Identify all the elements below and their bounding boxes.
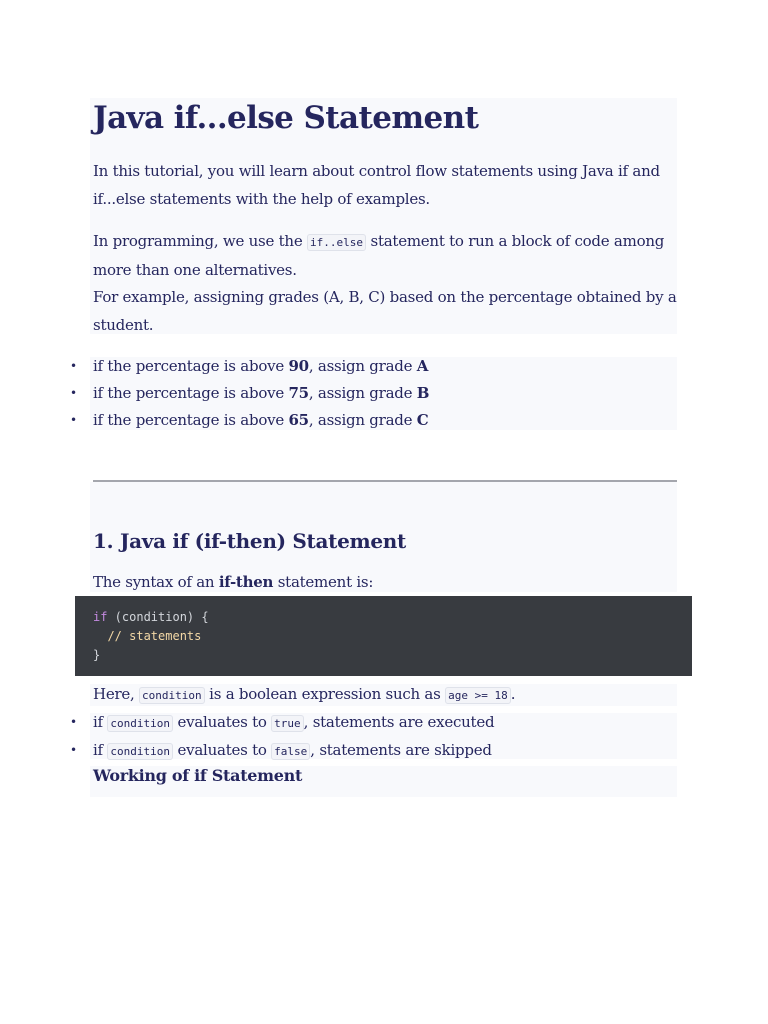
condition-text: evaluates to bbox=[172, 713, 272, 731]
grade-item-b bbox=[70, 380, 677, 407]
false-code: false bbox=[271, 743, 310, 760]
grade-letter: C bbox=[416, 411, 429, 429]
section-divider bbox=[93, 480, 677, 482]
if-else-code: if..else bbox=[307, 234, 366, 251]
condition-item-true bbox=[70, 709, 677, 737]
conditions-block bbox=[70, 709, 677, 765]
syntax-intro-block bbox=[93, 569, 677, 597]
condition-item-false bbox=[70, 737, 677, 765]
here-paragraph bbox=[93, 681, 677, 710]
section1-heading-block bbox=[93, 527, 677, 555]
code-line-3: } bbox=[93, 648, 101, 662]
grade-text: if the percentage is above bbox=[93, 384, 289, 402]
example-paragraph: For example, assigning grades (A, B, C) based on the percentage obtained by a student. bbox=[93, 288, 677, 334]
condition-list bbox=[70, 709, 677, 765]
condition-text: , statements are executed bbox=[303, 713, 495, 731]
grade-text: if the percentage is above bbox=[93, 357, 289, 375]
working-heading: Working of if Statement bbox=[93, 766, 303, 785]
true-code: true bbox=[271, 715, 304, 732]
section1-heading: 1. Java if (if-then) Statement bbox=[93, 529, 406, 553]
grade-letter: B bbox=[416, 384, 430, 402]
condition-text: if bbox=[93, 713, 108, 731]
here-text: is a boolean expression such as bbox=[204, 685, 446, 703]
code-line-1 bbox=[93, 608, 692, 627]
working-heading-block bbox=[93, 764, 677, 788]
condition-text: evaluates to bbox=[172, 741, 272, 759]
here-block bbox=[93, 681, 677, 710]
syntax-text: The syntax of an bbox=[93, 573, 219, 591]
bullet-icon: • bbox=[70, 413, 77, 427]
condition-code: condition bbox=[139, 687, 205, 704]
grade-text: if the percentage is above bbox=[93, 411, 289, 429]
grade-item-c bbox=[70, 407, 677, 434]
condition-text: , statements are skipped bbox=[310, 741, 492, 759]
grades-block bbox=[70, 353, 677, 434]
programming-paragraph bbox=[93, 228, 677, 284]
here-text: Here, bbox=[93, 685, 140, 703]
grade-threshold: 75 bbox=[288, 384, 309, 402]
code-line-2: // statements bbox=[93, 629, 202, 643]
intro-paragraph: In this tutorial, you will learn about control flow statements using Java if and if...else statements with the help of examples. bbox=[93, 162, 660, 208]
page-title: Java if...else Statement bbox=[93, 100, 479, 136]
grade-item-a bbox=[70, 353, 677, 380]
grade-threshold: 65 bbox=[288, 411, 309, 429]
bullet-icon: • bbox=[70, 715, 77, 729]
condition-code: condition bbox=[107, 743, 173, 760]
condition-code: condition bbox=[107, 715, 173, 732]
here-text: . bbox=[510, 685, 516, 703]
bullet-icon: • bbox=[70, 386, 77, 400]
if-then-term: if-then bbox=[218, 573, 274, 591]
intro-block bbox=[93, 158, 677, 213]
title-block bbox=[93, 98, 677, 138]
programming-text-before: In programming, we use the bbox=[93, 232, 307, 250]
grade-text: , assign grade bbox=[308, 357, 417, 375]
bullet-icon: • bbox=[70, 743, 77, 757]
grade-threshold: 90 bbox=[288, 357, 309, 375]
grade-list bbox=[70, 353, 677, 434]
grade-text: , assign grade bbox=[308, 384, 417, 402]
age-expression-code: age >= 18 bbox=[445, 687, 511, 704]
code-text: (condition) { bbox=[107, 610, 209, 624]
syntax-intro-paragraph bbox=[93, 569, 677, 597]
code-keyword: if bbox=[93, 610, 108, 624]
condition-text: if bbox=[93, 741, 108, 759]
grade-letter: A bbox=[416, 357, 429, 375]
programming-block bbox=[93, 228, 677, 339]
code-block[interactable] bbox=[75, 596, 692, 676]
bullet-icon: • bbox=[70, 359, 77, 373]
syntax-text: statement is: bbox=[273, 573, 374, 591]
programming-text-after: statement to run a block of code among more than one alternatives. bbox=[93, 232, 665, 279]
grade-text: , assign grade bbox=[308, 411, 417, 429]
